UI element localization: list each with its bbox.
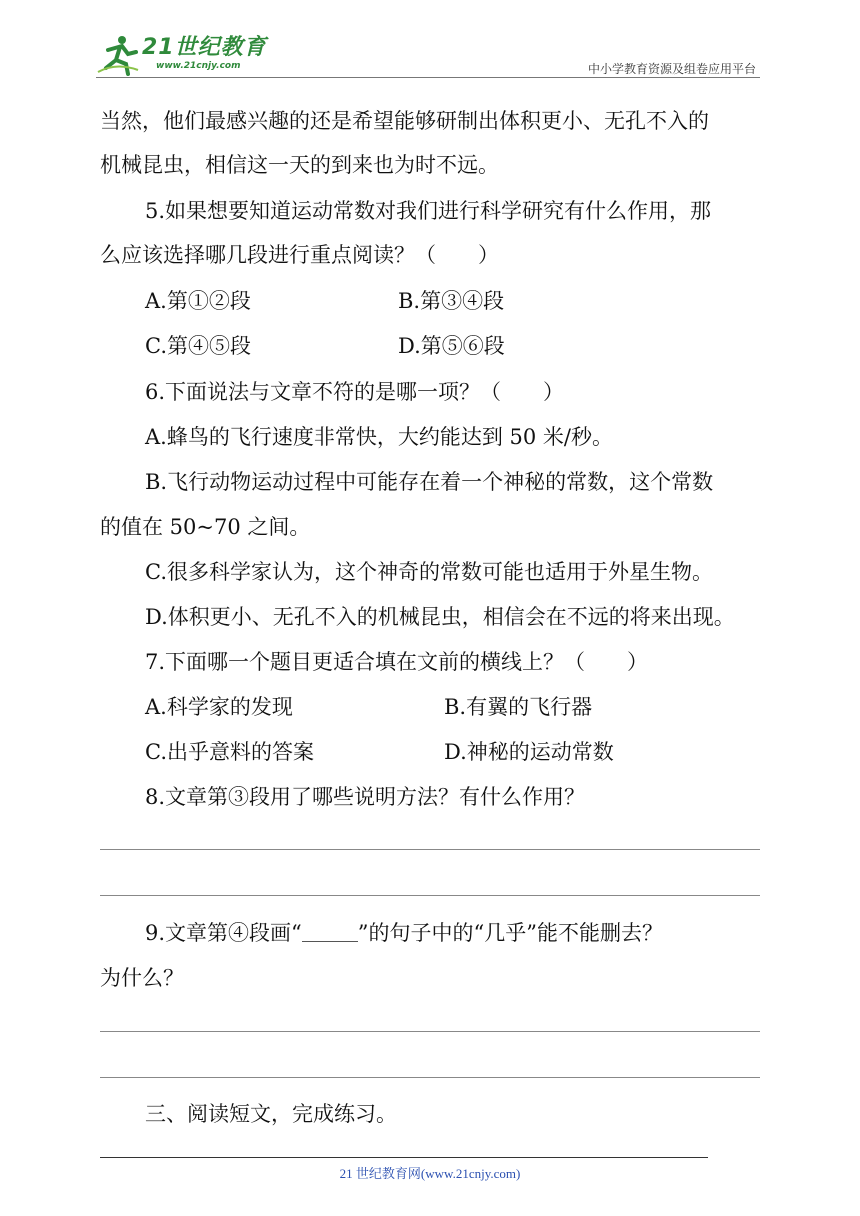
site-logo	[96, 32, 267, 76]
question-9-prefix: 9.文章第④段画“	[145, 921, 302, 945]
option-b: B.第③④段	[398, 289, 505, 313]
option-b: B.飞行动物运动过程中可能存在着一个神秘的常数，这个常数	[145, 470, 714, 494]
answer-line[interactable]	[100, 895, 760, 896]
question-7: 7.下面哪一个题目更适合填在文前的横线上？（ ）	[145, 650, 649, 674]
option-a: A.第①②段	[145, 289, 251, 313]
option-b-continued: 的值在 50~70 之间。	[100, 515, 311, 539]
question-9	[145, 918, 663, 948]
underline-blank	[302, 921, 358, 942]
option-d: D.神秘的运动常数	[444, 740, 614, 764]
question-6: 6.下面说法与文章不符的是哪一项？（ ）	[145, 380, 565, 404]
option-d: D.体积更小、无孔不入的机械昆虫，相信会在不远的将来出现。	[145, 605, 735, 629]
question-5-continued: 么应该选择哪几段进行重点阅读？（ ）	[100, 243, 499, 267]
header-tagline: 中小学教育资源及组卷应用平台	[587, 62, 756, 76]
page-header	[96, 30, 760, 80]
paragraph-line: 当然，他们最感兴趣的还是希望能够研制出体积更小、无孔不入的	[100, 109, 709, 133]
question-8: 8.文章第③段用了哪些说明方法？有什么作用？	[145, 785, 586, 809]
question-5: 5.如果想要知道运动常数对我们进行科学研究有什么作用，那	[145, 199, 712, 223]
section-heading: 三、阅读短文，完成练习。	[145, 1102, 397, 1126]
page-footer: 21 世纪教育网(www.21cnjy.com)	[339, 1166, 521, 1181]
footer-divider	[100, 1157, 708, 1158]
option-a: A.蜂鸟的飞行速度非常快，大约能达到 50 米/秒。	[145, 425, 613, 449]
answer-line[interactable]	[100, 1031, 760, 1032]
runner-logo-icon	[96, 32, 140, 76]
logo-title: 21世纪教育	[142, 35, 267, 60]
option-d: D.第⑤⑥段	[398, 334, 505, 358]
option-c: C.出乎意料的答案	[145, 740, 314, 764]
option-b: B.有翼的飞行器	[444, 695, 593, 719]
question-9-continued: 为什么？	[100, 966, 184, 990]
paragraph-line: 机械昆虫，相信这一天的到来也为时不远。	[100, 153, 499, 177]
question-9-suffix: ”的句子中的“几乎”能不能删去？	[357, 921, 663, 945]
logo-url: www.21cnjy.com	[156, 61, 241, 71]
answer-line[interactable]	[100, 1077, 760, 1078]
option-c: C.第④⑤段	[145, 334, 251, 358]
answer-line[interactable]	[100, 849, 760, 850]
option-c: C.很多科学家认为，这个神奇的常数可能也适用于外星生物。	[145, 560, 713, 584]
option-a: A.科学家的发现	[145, 695, 293, 719]
header-divider	[96, 77, 760, 78]
